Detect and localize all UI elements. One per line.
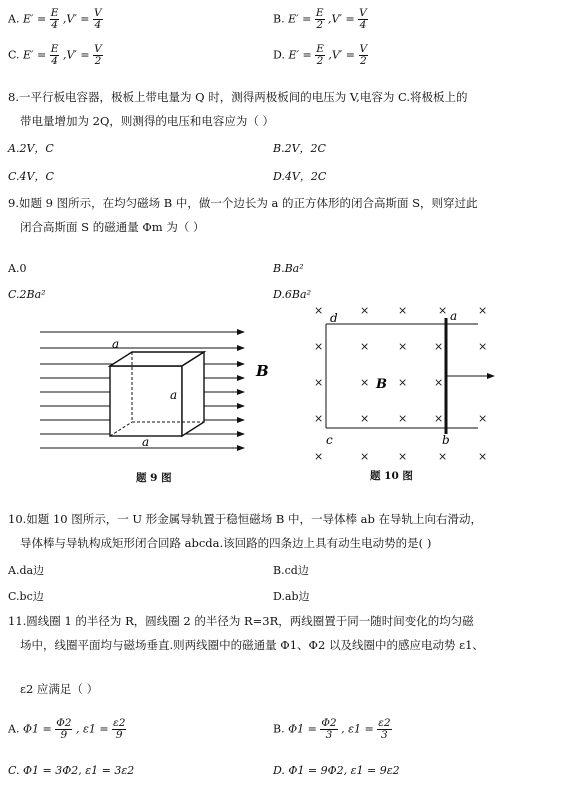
q7-option-b: B. E′ = $\frac{E}{2}$ ,V′ = $\frac{V}{4}$ (273, 7, 367, 31)
q8-stem-line2: 带电量增加为 2Q，则测得的电压和电容应为（ ） (20, 114, 275, 128)
q11-stem-line1: 11.圆线圈 1 的半径为 R，圆线圈 2 的半径为 R=3R，两线圈置于同一随时间变化的均匀磁 (8, 614, 474, 628)
q9-option-b: B.Ba² (273, 262, 304, 275)
cross-mark: × (314, 450, 324, 463)
q11-stem-line2: 场中，线圈平面均与磁场垂直.则两线圈中的磁通量 Φ1、Φ2 以及线圈中的感应电动势 ε1、 (20, 638, 484, 652)
q7-option-c: C. E′ = $\frac{E}{4}$ ,V′ = $\frac{V}{2}$ (8, 43, 102, 67)
q11-option-b: B. Φ1 = $\frac{\Phi 2}{3}$ , ε1 = $\frac{\varepsilon 2}{3}$ (273, 717, 391, 741)
figure-10 (298, 300, 508, 470)
q11-option-c: C. Φ1 = 3Φ2, ε1 = 3ε2 (8, 764, 135, 777)
cross-mark: × (360, 450, 370, 463)
fig9-label-a-bottom: a (142, 435, 150, 449)
cross-mark: × (438, 304, 448, 317)
fig10-label-B: B (376, 377, 387, 392)
cross-mark: × (398, 340, 408, 353)
q10-option-a: A.da边 (8, 564, 45, 577)
cross-mark: × (314, 412, 324, 425)
cross-mark: × (360, 340, 370, 353)
q11-stem-line3: ε2 应满足（ ） (20, 682, 99, 696)
cube (110, 352, 204, 436)
q8-option-c: C.4V，C (8, 170, 54, 183)
cross-mark: × (398, 376, 408, 389)
cross-mark: × (434, 376, 444, 389)
fig9-label-a-side: a (170, 388, 178, 402)
fig10-label-c: c (326, 433, 333, 447)
fig10-label-b: b (442, 433, 450, 447)
cross-mark: × (478, 340, 488, 353)
q9-option-d: D.6Ba² (273, 288, 311, 301)
q9-stem-line2: 闭合高斯面 S 的磁通量 Φm 为（ ） (20, 220, 205, 234)
q11-option-a: A. Φ1 = $\frac{\Phi 2}{9}$ , ε1 = $\frac{\varepsilon 2}{9}$ (8, 717, 126, 741)
q8-stem-line1: 8.一平行板电容器，极板上带电量为 Q 时，测得两极板间的电压为 V,电容为 C.将极板上的 (8, 90, 468, 104)
cross-mark: × (434, 412, 444, 425)
q8-option-b: B.2V，2C (273, 142, 326, 155)
cross-mark: × (360, 412, 370, 425)
figure-9 (36, 318, 286, 488)
q9-stem-line1: 9.如题 9 图所示，在均匀磁场 B 中，做一个边长为 a 的正方体形的闭合高斯面 S，则穿过此 (8, 196, 478, 210)
figure-10-caption: 题 10 图 (370, 470, 413, 482)
figure-9-caption: 题 9 图 (136, 472, 172, 484)
cross-mark: × (398, 412, 408, 425)
cross-mark: × (314, 340, 324, 353)
q8-option-a: A.2V，C (8, 142, 54, 155)
q7-option-d: D. E′ = $\frac{E}{2}$ ,V′ = $\frac{V}{2}$ (273, 43, 368, 67)
q10-option-b: B.cd边 (273, 564, 309, 577)
q10-stem-line1: 10.如题 10 图所示，一 U 形金属导轨置于稳恒磁场 B 中，一导体棒 ab 在导轨上向右滑动， (8, 512, 483, 526)
cross-mark: × (398, 450, 408, 463)
field-crosses (314, 304, 487, 463)
fig10-label-a: a (450, 309, 458, 323)
q10-option-c: C.bc边 (8, 590, 44, 603)
fig9-label-B: B (256, 362, 269, 380)
cross-mark: × (434, 340, 444, 353)
q11-option-d: D. Φ1 = 9Φ2, ε1 = 9ε2 (273, 764, 400, 777)
q7-option-a: A. E′ = $\frac{E}{4}$ ,V′ = $\frac{V}{4}$ (8, 7, 102, 31)
fig10-label-d: d (330, 311, 338, 325)
q9-option-c: C.2Ba² (8, 288, 46, 301)
cross-mark: × (360, 376, 370, 389)
q9-option-a: A.0 (8, 262, 27, 275)
cross-mark: × (478, 412, 488, 425)
cross-mark: × (314, 304, 324, 317)
q8-option-d: D.4V，2C (273, 170, 327, 183)
cross-mark: × (478, 304, 488, 317)
q10-stem-line2: 导体棒与导轨构成矩形闭合回路 abcda.该回路的四条边上具有动生电动势的是( ) (20, 536, 432, 550)
fig9-label-a-top: a (112, 337, 120, 351)
cross-mark: × (398, 304, 408, 317)
cross-mark: × (360, 304, 370, 317)
cross-mark: × (314, 376, 324, 389)
cross-mark: × (478, 450, 488, 463)
q10-option-d: D.ab边 (273, 590, 310, 603)
cross-mark: × (438, 450, 448, 463)
